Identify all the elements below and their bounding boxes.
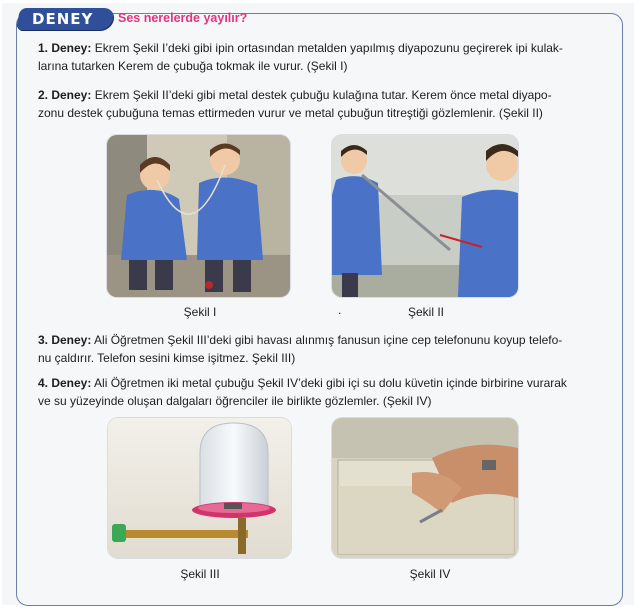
figure-1-caption: Şekil I — [183, 305, 217, 319]
experiment-4-line2: ve su yüzeyinde oluşan dalgaları öğrenciler ile birlikte gözlemler. (Şekil IV) — [38, 394, 432, 408]
figure-2-caption: Şekil II — [407, 305, 444, 319]
experiment-3-line2: nu çaldırır. Telefon sesini kimse işitmez. Şekil III) — [38, 351, 296, 365]
experiment-1-line2: larına tutarken Kerem de çubuğa tokmak ile vurur. (Şekil I) — [38, 59, 348, 73]
experiment-4-line1: Ali Öğretmen iki metal çubuğu Şekil IV’deki gibi içi su dolu küvetin içinde birbirine vurarak — [91, 376, 567, 390]
section-question: Ses nerelerde yayılır? — [118, 11, 248, 25]
experiment-1-label: 1. Deney: — [38, 41, 92, 55]
experiment-2-line1: Ekrem Şekil II’deki gibi metal destek çubuğu kulağına tutar. Kerem önce metal diyapo- — [91, 88, 552, 102]
figure-3-photo — [108, 418, 291, 558]
figure-2-photo — [332, 135, 518, 297]
figure-4-photo — [332, 418, 518, 558]
deney-badge-label: DENEY — [32, 10, 94, 28]
experiment-2-line2: zonu destek çubuğuna temas ettirmeden vurur ve metal çubuğun titreştiği gözlemlenir. (Şekil II) — [38, 106, 543, 120]
experiment-3-text — [38, 331, 610, 367]
experiment-3-line1: Ali Öğretmen Şekil III’deki gibi havası alınmış fanusun içine cep telefonunu koyup telefo- — [91, 333, 563, 347]
experiment-1-line1: Ekrem Şekil I’deki gibi ipin ortasından metalden yapılmış diyapozunu geçirerek ipi kulak- — [91, 41, 563, 55]
experiment-1-text — [38, 39, 610, 75]
figure-1-photo — [107, 135, 290, 297]
experiment-3-label: 3. Deney: — [38, 333, 92, 347]
figure-4-caption: Şekil IV — [409, 567, 451, 581]
figure-3-caption: Şekil III — [180, 567, 220, 581]
separator-dot: . — [338, 303, 342, 317]
experiment-4-text — [38, 374, 610, 410]
experiment-2-text — [38, 86, 610, 122]
experiment-2-label: 2. Deney: — [38, 88, 92, 102]
experiment-4-label: 4. Deney: — [38, 376, 92, 390]
